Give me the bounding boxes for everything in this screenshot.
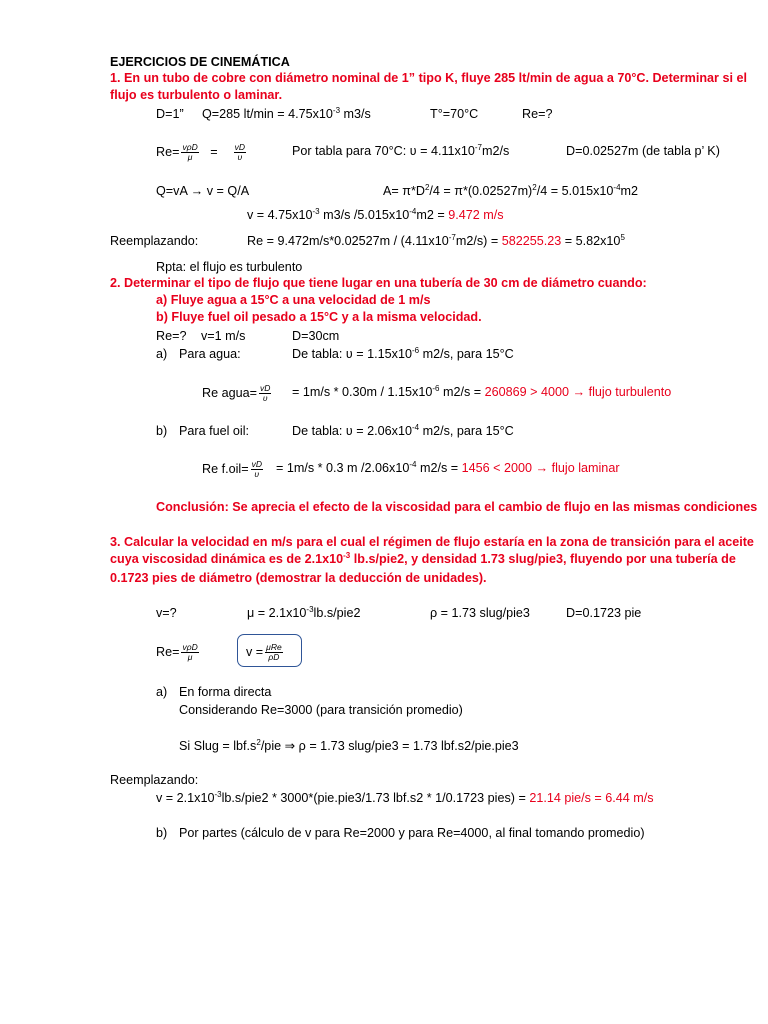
page-title: EJERCICIOS DE CINEMÁTICA bbox=[110, 55, 290, 69]
p1-flow-rate: Q=285 $lt/\min = 4.75x10^{-3}$ m3/s bbox=[202, 106, 371, 121]
problem-1-statement-line-2: flujo es turbulento o laminar. bbox=[110, 88, 283, 102]
problem-2-case-a: a) Fluye agua a 15°C a una velocidad de 1 m/s bbox=[156, 293, 431, 307]
p2-a-viscosity: De tabla: ʋ = $1.15x10^{-6}$ m2/s, para 15°C bbox=[292, 346, 514, 361]
p1-answer: Rpta: el flujo es turbulento bbox=[156, 260, 303, 274]
p3-b-text: Por partes (cálculo de v para Re=2000 y para Re=4000, al final tomando promedio) bbox=[179, 826, 645, 840]
p2-re-unknown: Re=? bbox=[156, 329, 187, 343]
p1-re-unknown: Re=? bbox=[522, 107, 553, 121]
problem-3-statement-line-3: 0.1723 pies de diámetro (demostrar la deducción de unidades). bbox=[110, 571, 487, 585]
p1-reemplazando-label: Reemplazando: bbox=[110, 234, 199, 248]
problem-3-statement-line-1: 3. Calcular la velocidad en m/s para el cual el régimen de flujo estaría en la zona de transición para el aceite bbox=[110, 535, 754, 549]
p1-temperature: T°=70°C bbox=[430, 107, 479, 121]
p1-reynolds-result: $Re = 9.472m/s*0.02527m / (4.11x10^{-7}m2/s) = 582255.23 = 5.82x10^5$ bbox=[247, 233, 625, 248]
p2-b-title: Para fuel oil: bbox=[179, 424, 250, 438]
p3-b-label: b) bbox=[156, 826, 168, 840]
p2-velocity: v=1 m/s bbox=[201, 329, 246, 343]
p3-reemplazando-label: Reemplazando: bbox=[110, 773, 199, 787]
p1-velocity: $v = 4.75x10^{-3}$ m3/s $/5.015x10^{-4}m2 = 9.472$ m/s bbox=[247, 207, 504, 222]
p2-b-viscosity: De tabla: ʋ = $2.06x10^{-4}$ m2/s, para 15°C bbox=[292, 423, 514, 438]
problem-2-case-b: b) Fluye fuel oil pesado a 15°C y a la misma velocidad. bbox=[156, 310, 482, 324]
p2-a-label: a) bbox=[156, 347, 168, 361]
p3-velocity-formula: v = $\frac{\text{μRe}}{\rho D}$ bbox=[246, 642, 282, 662]
p3-slug-definition: Si Slug = $lbf.s^2$/pie ⇒ ρ = 1.73 slug/pie3 = 1.73 lbf.s2/pie.pie3 bbox=[179, 738, 519, 753]
problem-2-statement: 2. Determinar el tipo de flujo que tiene lugar en una tubería de 30 cm de diámetro cuando: bbox=[110, 276, 647, 290]
p1-diameter: D=1” bbox=[156, 107, 184, 121]
p2-conclusion: Conclusión: Se aprecia el efecto de la viscosidad para el cambio de flujo en las mismas condiciones bbox=[156, 500, 758, 514]
p2-a-calculation: = $1m/s * 0.30m / 1.15x10^{-6}$ m2/s = 260869 > 4000 → flujo turbulento bbox=[292, 384, 672, 399]
p2-b-label: b) bbox=[156, 424, 168, 438]
p2-a-re-formula: Re agua= $\frac{vD}{\upsilon}$ bbox=[202, 383, 271, 403]
p1-viscosity-table: Por tabla para 70°C: ʋ = $4.11x10^{-7}m2/s$ bbox=[292, 143, 510, 158]
p3-a-consideration: Considerando Re=3000 (para transición promedio) bbox=[179, 703, 463, 717]
p2-b-re-formula: Re f.oil= $\frac{vD}{\upsilon}$ bbox=[202, 459, 262, 479]
p1-area: $A= \pi*D^2/4 = \pi*(0.02527m)^2/4 = 5.015x10^{-4}m2$ bbox=[383, 183, 639, 198]
p3-diameter: D=0.1723 pie bbox=[566, 606, 642, 620]
p2-diameter: D=30cm bbox=[292, 329, 340, 343]
p1-diameter-table: D=0.02527m (de tabla p’ K) bbox=[566, 144, 720, 158]
p1-reynolds-formula: Re= $\frac{\text{vρD}}{\mu}$ = $\frac{vD}{\upsilon}$ bbox=[156, 142, 245, 162]
p3-v-unknown: v=? bbox=[156, 606, 177, 620]
p1-continuity: Q=vA → v = Q/A bbox=[156, 184, 250, 198]
p2-a-title: Para agua: bbox=[179, 347, 241, 361]
p3-density: ρ = 1.73 slug/pie3 bbox=[430, 606, 530, 620]
p3-calculation: $v = 2.1x10^{-3}lb.s/pie2 * 3000*(pie.pie3/1.73$ lbf.s2 * 1/0.1723 pies) = 21.14 pie/s = 6.44 m/s bbox=[156, 790, 654, 805]
p3-viscosity: $\mu = 2.1x10^{-3}lb.s/pie2$ bbox=[247, 605, 361, 620]
p3-a-label: a) bbox=[156, 685, 168, 699]
p2-b-calculation: = 1m/s * 0.3 m $/2.06x10^{-4}$ m2/s = 1456 < 2000 → flujo laminar bbox=[276, 460, 620, 475]
p3-reynolds-formula: Re= $\frac{\text{vρD}}{\mu}$ bbox=[156, 642, 198, 662]
p3-a-title: En forma directa bbox=[179, 685, 272, 699]
problem-1-statement-line-1: 1. En un tubo de cobre con diámetro nominal de 1” tipo K, fluye 285 lt/min de agua a 70°C. Determinar si el bbox=[110, 71, 747, 85]
problem-3-statement-line-2: cuya viscosidad dinámica es de $2.1x10^{-3}$ lb.s/pie2, y densidad 1.73 slug/pie3, fluyendo por una tubería de bbox=[110, 551, 736, 566]
